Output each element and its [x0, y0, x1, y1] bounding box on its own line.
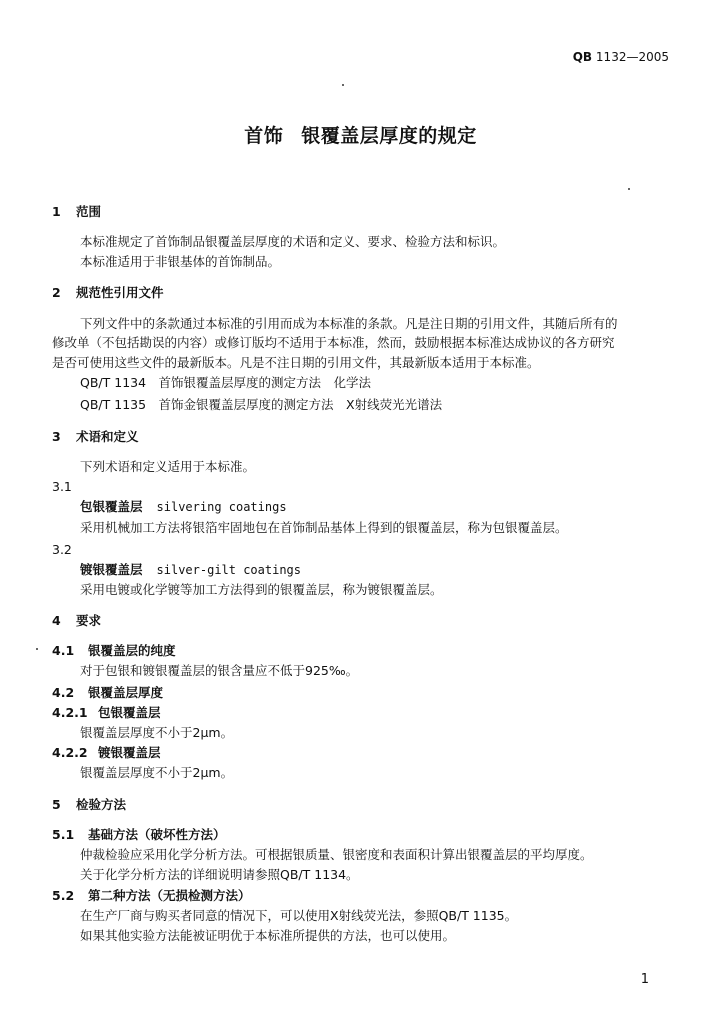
subsection-4-1-title: 银覆盖层的纯度 [88, 643, 176, 658]
standard-code [573, 50, 669, 64]
subsection-5-1-text-2: 关于化学分析方法的详细说明请参照QB/T 1134。 [80, 867, 359, 882]
section-1-para-1: 本标准规定了首饰制品银覆盖层厚度的术语和定义、要求、检验方法和标识。 [80, 234, 506, 249]
subsection-4-1-heading [52, 642, 176, 660]
section-5-title: 检验方法 [76, 797, 127, 812]
page-number: 1 [640, 972, 649, 987]
reference-qbt-1134: QB/T 1134 首饰银覆盖层厚度的测定方法 化学法 [80, 375, 372, 390]
reference-qbt-1135: QB/T 1135 首饰金银覆盖层厚度的测定方法 X射线荧光光谱法 [80, 397, 443, 412]
subsection-4-2-2-text: 银覆盖层厚度不小于2μm。 [80, 765, 234, 780]
title-part-2: 银覆盖层厚度的规定 [301, 125, 477, 147]
section-5-heading [52, 796, 126, 814]
term-1-definition: 采用机械加工方法将银箔牢固地包在首饰制品基体上得到的银覆盖层，称为包银覆盖层。 [80, 520, 568, 535]
subsection-4-1-text: 对于包银和镀银覆盖层的银含量应不低于925‰。 [80, 663, 359, 678]
subsection-5-2-title: 第二种方法（无损检测方法） [88, 888, 251, 903]
section-3-heading [52, 428, 139, 446]
document-title [0, 121, 721, 148]
section-2-para-line-2: 修改单（不包括勘误的内容）或修订版均不适用于本标准，然而，鼓励根据本标准达成协议的各方研究 [52, 335, 615, 350]
subsection-5-1-text-1: 仲裁检验应采用化学分析方法。可根据银质量、银密度和表面积计算出银覆盖层的平均厚度。 [80, 847, 593, 862]
section-1-para-2: 本标准适用于非银基体的首饰制品。 [80, 254, 281, 269]
section-3-intro: 下列术语和定义适用于本标准。 [80, 459, 256, 474]
subsection-5-2-text-1: 在生产厂商与购买者同意的情况下，可以使用X射线荧光法，参照QB/T 1135。 [80, 908, 518, 923]
section-3-number: 3 [52, 429, 61, 444]
term-1-english: silvering coatings [156, 500, 287, 514]
section-1-heading [52, 203, 101, 221]
term-2-definition: 采用电镀或化学镀等加工方法得到的银覆盖层，称为镀银覆盖层。 [80, 582, 443, 597]
subsection-4-2-title: 银覆盖层厚度 [88, 685, 164, 700]
section-2-title: 规范性引用文件 [76, 285, 164, 300]
section-3-title: 术语和定义 [76, 429, 139, 444]
subsection-4-2-1-number: 4.2.1 [52, 705, 88, 720]
subsection-5-1-title: 基础方法（破坏性方法） [88, 827, 226, 842]
standard-code-prefix: QB [572, 50, 593, 64]
subsection-4-2-2-title: 镀银覆盖层 [98, 745, 161, 760]
standard-code-number: 1132—2005 [595, 50, 669, 64]
term-1-number: 3.1 [52, 479, 72, 494]
section-4-number: 4 [52, 613, 61, 628]
subsection-4-1-number: 4.1 [52, 643, 75, 658]
subsection-4-2-1-title: 包银覆盖层 [98, 705, 161, 720]
subsection-4-2-2-heading [52, 744, 161, 762]
section-2-number: 2 [52, 285, 61, 300]
scan-speck [628, 188, 630, 190]
term-2-heading [80, 561, 301, 579]
subsection-4-2-2-number: 4.2.2 [52, 745, 88, 760]
subsection-5-2-heading [52, 887, 251, 905]
scan-speck [342, 84, 344, 86]
section-4-title: 要求 [76, 613, 102, 628]
section-2-heading [52, 284, 164, 302]
section-2-para-line-1: 下列文件中的条款通过本标准的引用而成为本标准的条款。凡是注日期的引用文件，其随后所有的 [80, 316, 618, 331]
section-2-para-line-3: 是否可使用这些文件的最新版本。凡是不注日期的引用文件，其最新版本适用于本标准。 [52, 355, 540, 370]
subsection-5-1-number: 5.1 [52, 827, 75, 842]
scan-speck [36, 648, 38, 650]
term-1-heading [80, 498, 287, 516]
subsection-4-2-1-heading [52, 704, 161, 722]
term-2-english: silver-gilt coatings [156, 563, 302, 577]
term-2-number: 3.2 [52, 542, 72, 557]
term-2-chinese: 镀银覆盖层 [80, 562, 143, 577]
subsection-4-2-1-text: 银覆盖层厚度不小于2μm。 [80, 725, 234, 740]
subsection-4-2-heading [52, 684, 163, 702]
subsection-4-2-number: 4.2 [52, 685, 75, 700]
section-5-number: 5 [52, 797, 61, 812]
section-4-heading [52, 612, 101, 630]
title-part-1: 首饰 [244, 125, 284, 147]
section-1-title: 范围 [76, 204, 102, 219]
subsection-5-1-heading [52, 826, 226, 844]
subsection-5-2-text-2: 如果其他实验方法能被证明优于本标准所提供的方法，也可以使用。 [80, 928, 456, 943]
term-1-chinese: 包银覆盖层 [80, 499, 143, 514]
section-1-number: 1 [52, 204, 61, 219]
subsection-5-2-number: 5.2 [52, 888, 75, 903]
